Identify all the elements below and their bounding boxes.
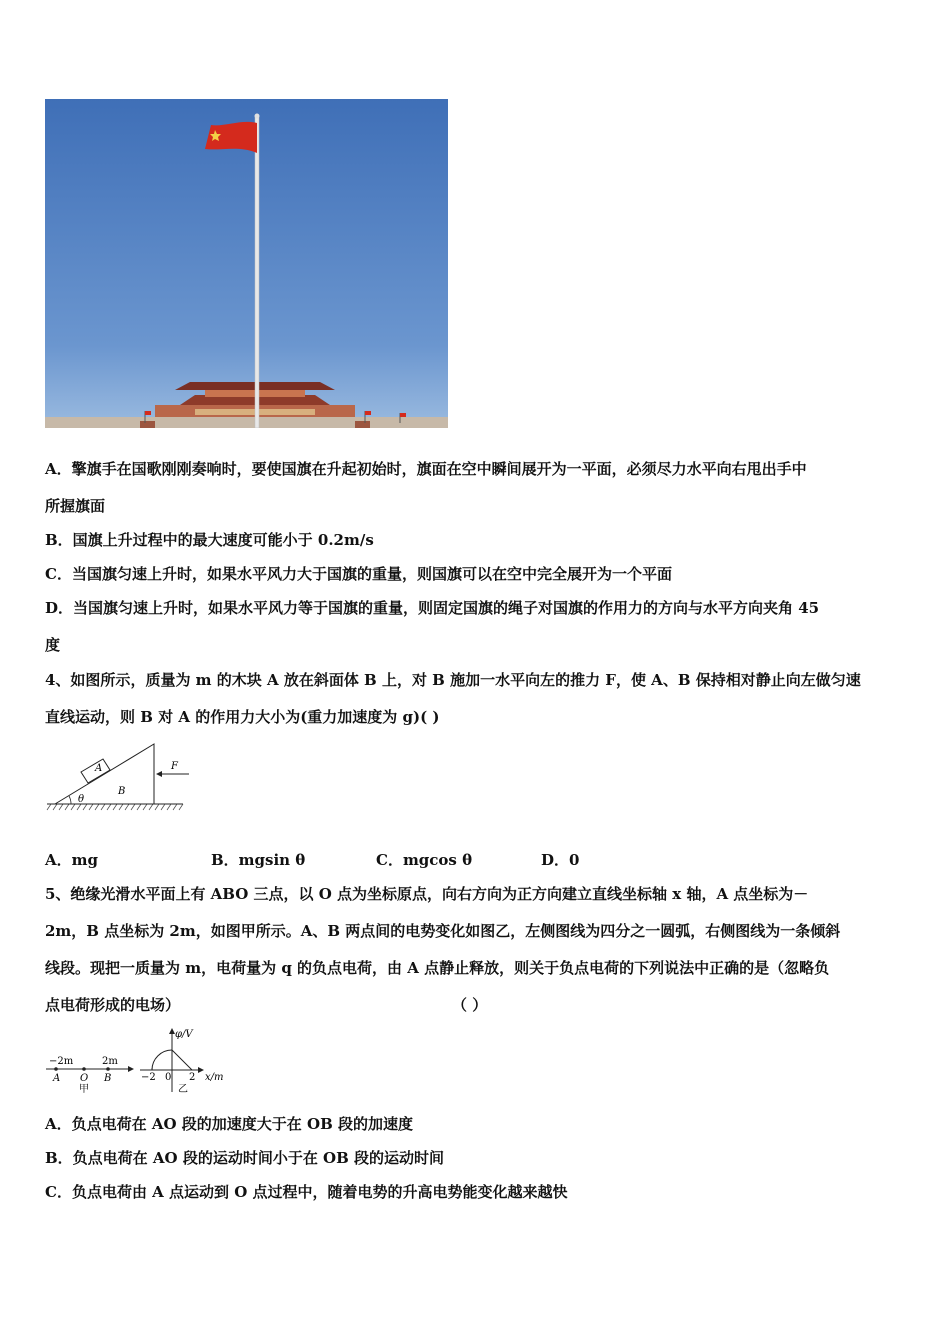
ground-hatching xyxy=(47,804,183,810)
q3-option-d-line2: 度 xyxy=(45,636,61,654)
angle-label: θ xyxy=(78,794,85,805)
q4-option-b: B．mgsin θ xyxy=(211,851,306,869)
point-b-label: B xyxy=(104,1073,112,1084)
tick-0: 0 xyxy=(165,1072,172,1083)
q3-option-c: C．当国旗匀速上升时，如果水平风力大于国旗的重量，则国旗可以在空中完全展开为一个平面 xyxy=(45,565,672,583)
q5-stem-line4: 点电荷形成的电场） xyxy=(45,996,181,1014)
slope-segment xyxy=(172,1050,192,1070)
flag-pole xyxy=(255,117,259,428)
q5-figure-jia xyxy=(44,1050,139,1095)
q4-option-a: A．mg xyxy=(45,851,98,869)
national-flag xyxy=(205,122,257,153)
q5-option-b: B．负点电荷在 AO 段的运动时间小于在 OB 段的运动时间 xyxy=(45,1149,445,1167)
q5-answer-bracket: （ ） xyxy=(452,996,488,1014)
point-a-label: A xyxy=(53,1073,61,1084)
block-label: A xyxy=(95,763,103,774)
point-o-label: O xyxy=(80,1073,89,1084)
wedge-b xyxy=(55,744,154,804)
wedge-label: B xyxy=(118,786,126,797)
y-axis-label: φ/V xyxy=(175,1029,193,1040)
figure-jia-caption: 甲 xyxy=(79,1084,89,1095)
q5-stem-line2: 2m，B 点坐标为 2m，如图甲所示。A、B 两点间的电势变化如图乙，左侧图线为四分之一圆弧，右侧图线为一条倾斜 xyxy=(45,922,841,940)
q4-incline-figure xyxy=(45,738,195,816)
q4-stem-line1: 4、如图所示，质量为 m 的木块 A 放在斜面体 B 上，对 B 施加一水平向左的推力 F，使 A、B 保持相对静止向左做匀速 xyxy=(45,671,861,689)
q5-stem-line1: 5、绝缘光滑水平面上有 ABO 三点，以 O 点为坐标原点，向右方向为正方向建立直线坐标轴 x 轴，A 点坐标为－ xyxy=(45,885,809,903)
q3-option-d-line1: D．当国旗匀速上升时，如果水平风力等于国旗的重量，则固定国旗的绳子对国旗的作用力的方向与水平方向夹角 45 xyxy=(45,599,820,617)
coord-neg2m: −2m xyxy=(49,1056,74,1067)
force-label: F xyxy=(171,761,178,772)
tick-neg2: −2 xyxy=(141,1072,156,1083)
q5-stem-line3: 线段。现把一质量为 m，电荷量为 q 的负点电荷，由 A 点静止释放，则关于负点电荷的下列说法中正确的是（忽略负 xyxy=(45,959,830,977)
quarter-arc xyxy=(152,1050,172,1070)
figure-yi-caption: 乙 xyxy=(178,1084,188,1095)
coord-2m: 2m xyxy=(102,1056,118,1067)
q5-option-c: C．负点电荷由 A 点运动到 O 点过程中，随着电势的升高电势能变化越来越快 xyxy=(45,1183,568,1201)
q4-option-c: C．mgcos θ xyxy=(376,851,473,869)
q4-option-d: D．0 xyxy=(541,851,580,869)
q3-option-b: B．国旗上升过程中的最大速度可能小于 0.2m/s xyxy=(45,531,374,549)
q3-option-a-line1: A．擎旗手在国歌刚刚奏响时，要使国旗在升起初始时，旗面在空中瞬间展开为一平面，必须尽力水平向右甩出手中 xyxy=(45,460,807,478)
q4-stem-line2: 直线运动，则 B 对 A 的作用力大小为(重力加速度为 g)( ) xyxy=(45,708,440,726)
x-axis-label: x/m xyxy=(205,1072,224,1083)
q5-option-a: A．负点电荷在 AO 段的加速度大于在 OB 段的加速度 xyxy=(45,1115,413,1133)
q5-figure-yi xyxy=(138,1024,238,1096)
flag-photo xyxy=(45,99,448,428)
q3-option-a-line2: 所握旗面 xyxy=(45,497,106,515)
tick-2: 2 xyxy=(189,1072,196,1083)
